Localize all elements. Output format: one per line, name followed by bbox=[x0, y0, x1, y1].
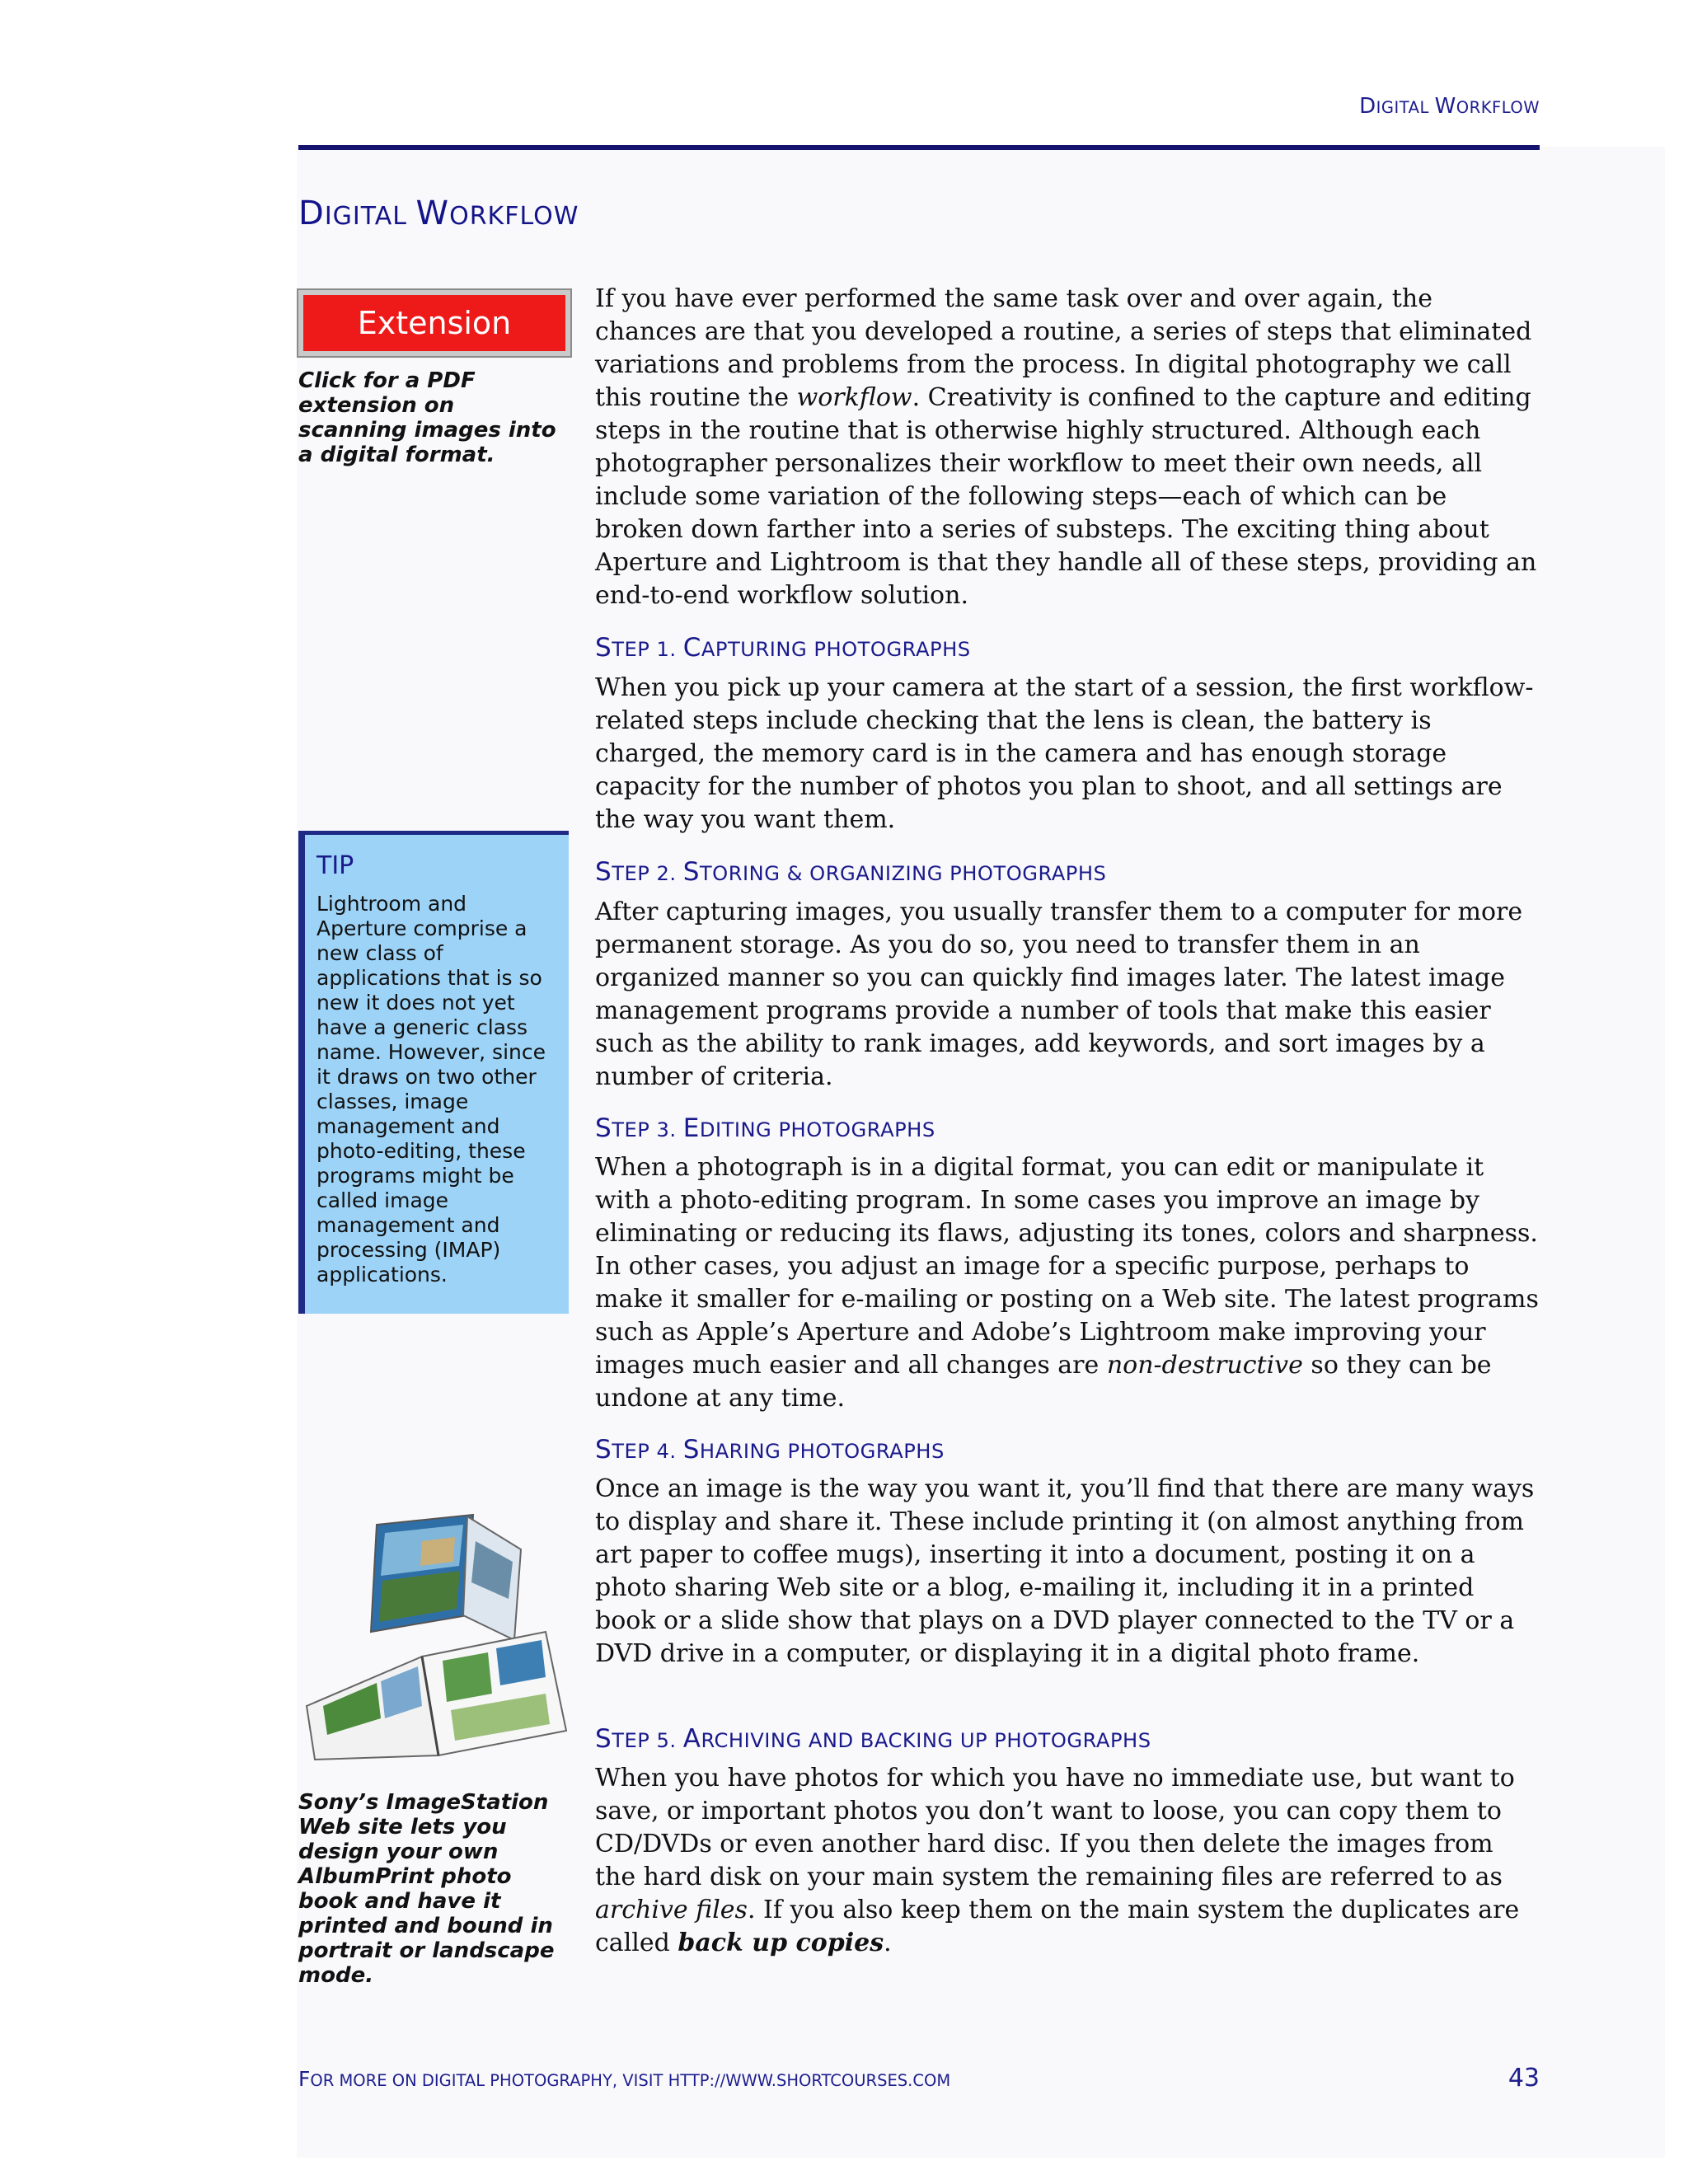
intro-paragraph bbox=[595, 283, 1541, 612]
step-5-text: When you have photos for which you have no immediate use, but want to save, or important photos you don’t want to loose, you can copy them to CD/DVDs or even another hard disc. If you then delete the images from the hard disk on your main system the remaining files are referred to as archive files. If you also keep them on the main system the duplicates are called back up copies. bbox=[595, 1764, 1520, 1957]
page-title bbox=[298, 194, 579, 232]
step-5-heading: STEP 5. ARCHIVING AND BACKING UP PHOTOGRAPHS bbox=[595, 1724, 1151, 1754]
running-head-cap2: W bbox=[1434, 94, 1456, 119]
title-rest: IGITAL bbox=[324, 202, 416, 231]
term-archive-files: archive files bbox=[595, 1896, 748, 1924]
step-2-body bbox=[595, 896, 1541, 1094]
step-3-body bbox=[595, 1151, 1541, 1415]
title-cap2: W bbox=[415, 194, 450, 232]
title-rest2: ORKFLOW bbox=[449, 202, 579, 231]
running-head-rest: IGITAL bbox=[1376, 98, 1435, 117]
running-head bbox=[989, 94, 1540, 119]
intro-text-b: . Creativity is confined to the capture and editing steps in the routine that is otherwise highly structured. Although each photographer personalizes their workflow to meet their own needs, all include some variation of the following steps—each of which can be broken down farther into a series of substeps. The exciting thing about Aperture and Lightroom is that they handle all of these steps, providing an end-to-end workflow solution. bbox=[595, 383, 1537, 610]
title-cap: D bbox=[298, 194, 325, 232]
header-rule bbox=[298, 145, 1540, 150]
step-1-body bbox=[595, 672, 1541, 837]
step-1-text: When you pick up your camera at the start of a session, the first workflow-related steps include checking that the lens is clean, the battery is charged, the memory card is in the camera and has enough storage capacity for the number of photos you plan to shoot, and all settings are the way you want them. bbox=[595, 673, 1534, 834]
image-caption: Sony’s ImageStation Web site lets you design your own AlbumPrint photo book and have it printed and bound in portrait or landscape mode. bbox=[298, 1790, 555, 1988]
step-1-heading: STEP 1. CAPTURING PHOTOGRAPHS bbox=[595, 633, 971, 663]
step-3-heading: STEP 3. EDITING PHOTOGRAPHS bbox=[595, 1113, 935, 1143]
term-non-destructive: non-destructive bbox=[1106, 1351, 1303, 1380]
step-4-heading: STEP 4. SHARING PHOTOGRAPHS bbox=[595, 1435, 945, 1465]
step-4-body bbox=[595, 1473, 1541, 1671]
step-5-body bbox=[595, 1762, 1541, 1960]
step-2-text: After capturing images, you usually transfer them to a computer for more permanent storage. As you do so, you need to transfer them in an organized manner so you can quickly find images later. The latest image management programs provide a number of tools that make this easier such as the ability to rank images, add keywords, and sort images by a number of criteria. bbox=[595, 898, 1523, 1091]
running-head-cap: D bbox=[1359, 94, 1376, 119]
intro-text-a: If you have ever performed the same task over and over again, the chances are that you developed a routine, a series of steps that eliminated variations and problems from the process. In digital photography we call this routine the bbox=[595, 284, 1532, 412]
step-2-heading: STEP 2. STORING & ORGANIZING PHOTOGRAPHS bbox=[595, 857, 1107, 887]
running-head-rest2: ORKFLOW bbox=[1456, 98, 1540, 117]
page-number: 43 bbox=[1507, 2064, 1540, 2093]
extension-caption: Click for a PDF extension on scanning images into a digital format. bbox=[298, 368, 556, 467]
tip-text: Lightroom and Aperture comprise a new class of applications that is so new it does not yet have a generic class name. However, since it draws on two other classes, image management and photo-editing, these programs might be called image management and processing (IMAP) applications. bbox=[316, 892, 546, 1286]
tip-box bbox=[298, 831, 569, 1314]
intro-section bbox=[595, 283, 1541, 612]
footer-link[interactable]: FOR MORE ON DIGITAL PHOTOGRAPHY, VISIT HTTP://WWW.SHORTCOURSES.COM bbox=[298, 2067, 951, 2091]
step-3-text: When a photograph is in a digital format, you can edit or manipulate it with a photo-editing program. In some cases you improve an image by eliminating or reducing its flaws, adjusting its tones, colors and sharpness. In other cases, you adjust an image for a specific purpose, perhaps to make it smaller for e-mailing or posting on a Web site. The latest programs such as Apple’s Aperture and Adobe’s Lightroom make improving your images much easier and all changes are non-destructive so they can be undone at any time. bbox=[595, 1153, 1539, 1413]
photo-book-image bbox=[298, 1508, 570, 1780]
extension-button[interactable]: Extension bbox=[298, 290, 570, 356]
tip-title: TIP bbox=[316, 851, 354, 880]
term-back-up-copies: back up copies bbox=[678, 1929, 884, 1957]
intro-term-workflow: workflow bbox=[796, 383, 912, 412]
step-4-text: Once an image is the way you want it, you’ll find that there are many ways to display and share it. These include printing it (on almost anything from art paper to coffee mugs), inserting it into a document, posting it on a photo sharing Web site or a blog, e-mailing it, including it in a printed book or a slide show that plays on a DVD player connected to the TV or a DVD drive in a computer, or displaying it in a digital photo frame. bbox=[595, 1474, 1535, 1668]
